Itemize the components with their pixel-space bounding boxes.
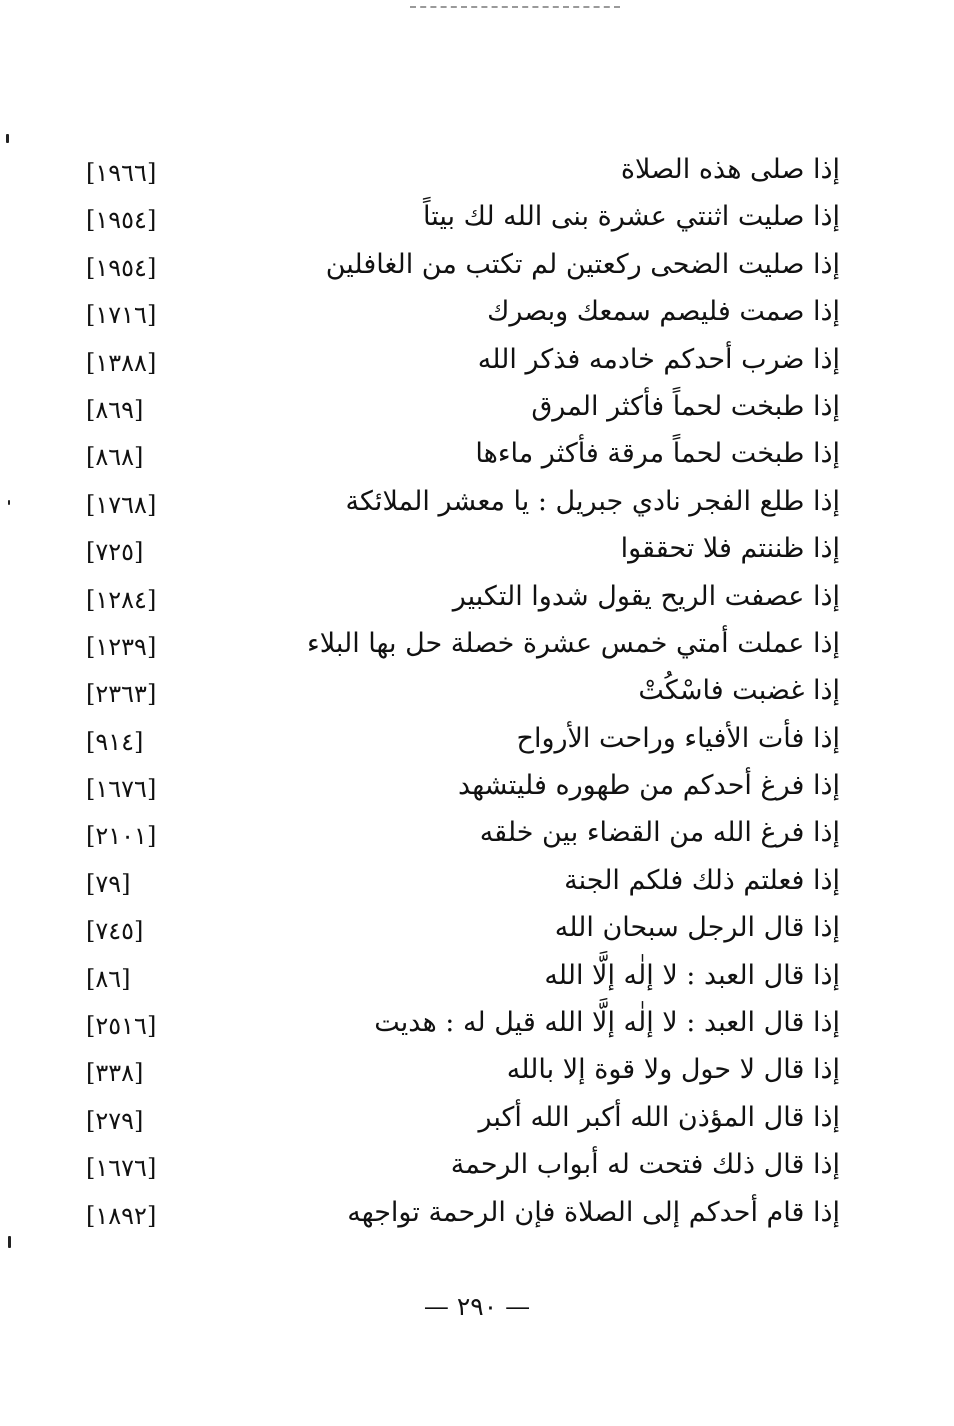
- index-entry: [70, 811, 840, 858]
- top-decorative-rule: [410, 6, 620, 8]
- entry-text: إذا طبخت لحماً مرقة فأكثر ماءها: [475, 438, 840, 470]
- entry-text: إذا فعلتم ذلك فلكم الجنة: [564, 864, 840, 896]
- entry-reference-number: [٢٥١٦]: [86, 1012, 157, 1041]
- index-entry: [70, 385, 840, 432]
- entry-reference-number: [٧٩]: [86, 869, 131, 898]
- entry-reference-number: [١٢٣٩]: [86, 632, 157, 661]
- entry-text: إذا قام أحدكم إلى الصلاة فإن الرحمة تواجهه: [347, 1196, 840, 1228]
- index-entry: [70, 717, 840, 764]
- index-entry: [70, 954, 840, 1001]
- entry-text: إذا قال العبد : لا إلٰه إلَّا الله قيل له : هديت: [374, 1007, 840, 1039]
- entry-text: إذا قال العبد : لا إلٰه إلَّا الله: [544, 959, 840, 991]
- index-entry: [70, 1191, 840, 1238]
- index-entry: [70, 906, 840, 953]
- entry-text: إذا قال لا حول ولا قوة إلا بالله: [506, 1054, 840, 1086]
- entry-text: إذا عملت أمتي خمس عشرة خصلة حل بها البلاء: [307, 627, 840, 659]
- entry-text: إذا ظننتم فلا تحققوا: [620, 533, 840, 565]
- entry-reference-number: [٩١٤]: [86, 727, 144, 756]
- entry-reference-number: [١٦٧٦]: [86, 775, 157, 804]
- index-entry: [70, 432, 840, 479]
- entry-text: إذا غضبت فاسْكُتْ: [638, 675, 840, 707]
- scan-mark-bottom: [8, 1236, 11, 1248]
- entry-text: إذا طبخت لحماً فأكثر المرق: [531, 390, 840, 422]
- entry-text: إذا قال ذلك فتحت له أبواب الرحمة: [450, 1149, 840, 1181]
- entry-reference-number: [١٩٥٤]: [86, 253, 157, 282]
- entry-text: إذا طلع الفجر نادي جبريل : يا معشر الملائكة: [345, 485, 840, 517]
- index-entry: [70, 1096, 840, 1143]
- entry-reference-number: [٨٦٩]: [86, 395, 144, 424]
- entry-text: إذا فرغ أحدكم من طهوره فليتشهد: [458, 770, 840, 802]
- entry-text: إذا فأت الأفياء وراحت الأرواح: [516, 722, 840, 754]
- entry-reference-number: [٢١٠١]: [86, 822, 157, 851]
- entry-reference-number: [١٧٦٨]: [86, 490, 157, 519]
- entry-text: إذا عصفت الريح يقول شدوا التكبير: [452, 580, 840, 612]
- index-entry: [70, 859, 840, 906]
- entry-reference-number: [١٩٦٦]: [86, 159, 157, 187]
- index-entry: [70, 527, 840, 574]
- entry-reference-number: [١٦٧٦]: [86, 1154, 157, 1183]
- index-entry: [70, 669, 840, 716]
- index-entry: [70, 764, 840, 811]
- entry-reference-number: [١٢٨٤]: [86, 585, 157, 614]
- entry-text: إذا صلى هذه الصلاة: [620, 154, 840, 185]
- index-entry: [70, 480, 840, 527]
- entry-reference-number: [٨٦]: [86, 964, 131, 993]
- page-number: — ٢٩٠ —: [423, 1292, 531, 1321]
- index-entry: [70, 1143, 840, 1190]
- entry-reference-number: [٢٧٩]: [86, 1106, 144, 1135]
- entry-reference-number: [١٧١٦]: [86, 301, 157, 330]
- entry-text: إذا فرغ الله من القضاء بين خلقه: [479, 817, 840, 849]
- scan-mark-top: [6, 134, 9, 143]
- index-entry: [70, 290, 840, 337]
- entry-reference-number: [١٣٨٨]: [86, 348, 157, 377]
- entry-reference-number: [٢٣٦٣]: [86, 680, 157, 709]
- entry-text: إذا صليت اثنتي عشرة بنى الله لك بيتاً: [422, 201, 840, 233]
- entry-reference-number: [٨٦٨]: [86, 443, 144, 472]
- index-entry: [70, 1048, 840, 1095]
- entry-reference-number: [٣٣٨]: [86, 1059, 144, 1088]
- entry-text: إذا قال المؤذن الله أكبر الله أكبر: [478, 1101, 840, 1133]
- entry-reference-number: [١٨٩٢]: [86, 1201, 157, 1230]
- index-entry: [70, 575, 840, 622]
- index-entry: [70, 1001, 840, 1048]
- index-entry: [70, 243, 840, 290]
- index-entry: [70, 338, 840, 385]
- entry-reference-number: [٧٢٥]: [86, 538, 144, 567]
- hadith-index-list: [70, 148, 840, 1238]
- entry-text: إذا صليت الضحى ركعتين لم تكتب من الغافلين: [325, 248, 840, 280]
- entry-text: إذا قال الرجل سبحان الله: [554, 912, 840, 944]
- index-entry: [70, 195, 840, 242]
- index-entry: [70, 148, 840, 195]
- scan-mark-middle: [8, 500, 10, 505]
- entry-text: إذا صمت فليصم سمعك وبصرك: [487, 296, 840, 328]
- index-entry: [70, 622, 840, 669]
- entry-text: إذا ضرب أحدكم خادمه فذكر الله: [477, 343, 840, 375]
- entry-reference-number: [٧٤٥]: [86, 917, 144, 946]
- entry-reference-number: [١٩٥٤]: [86, 206, 157, 235]
